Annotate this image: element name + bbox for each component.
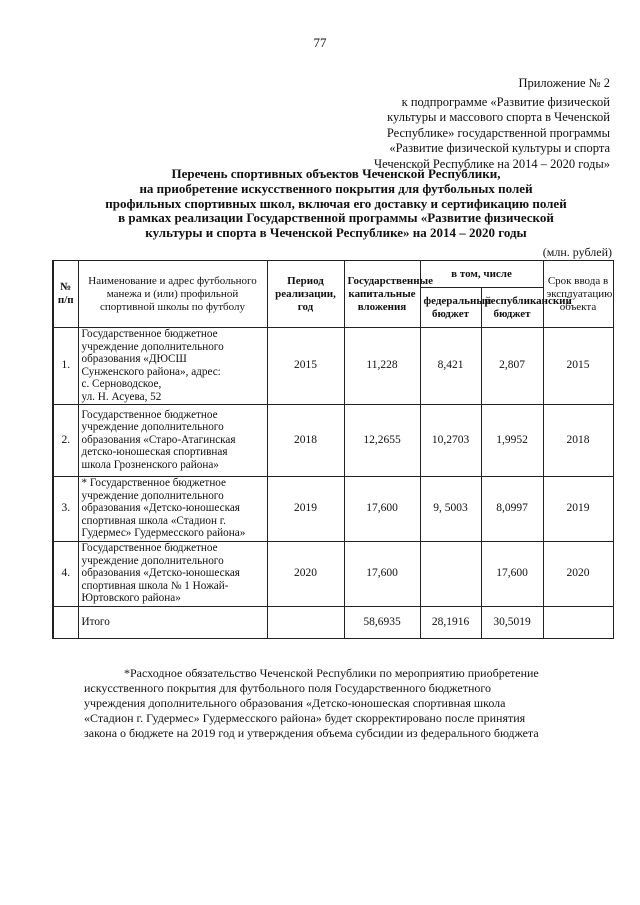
cell-num-empty bbox=[53, 606, 78, 638]
total-row bbox=[53, 606, 613, 638]
footnote-line: искусственного покрытия для футбольного поля Государственного бюджетного bbox=[84, 681, 492, 695]
name-line: учреждение дополнительного bbox=[81, 340, 224, 353]
cell-commission: 2019 bbox=[543, 476, 613, 541]
cell-federal: 9, 5003 bbox=[420, 476, 481, 541]
cell-capital: 17,600 bbox=[344, 541, 420, 606]
title-line: профильных спортивных школ, включая его доставку и сертификацию полей bbox=[105, 195, 567, 211]
cell-republic: 17,600 bbox=[481, 541, 543, 606]
name-line: учреждение дополнительного bbox=[81, 554, 224, 567]
cell-capital: 12,2655 bbox=[344, 404, 420, 476]
name-line: учреждение дополнительного bbox=[81, 489, 224, 502]
name-line: * Государственное бюджетное bbox=[81, 477, 227, 490]
cell-num: 3. bbox=[53, 476, 78, 541]
cell-name bbox=[78, 541, 267, 606]
cell-federal: 10,2703 bbox=[420, 404, 481, 476]
name-line: Государственное бюджетное bbox=[81, 408, 218, 421]
appendix-line: Чеченской Республике на 2014 – 2020 годы» bbox=[373, 156, 610, 171]
title-line: на приобретение искусственного покрытия для футбольных полей bbox=[139, 180, 533, 196]
name-line: образования «Детско-юношеская bbox=[81, 567, 240, 580]
document-title bbox=[60, 167, 612, 241]
name-line: детско-юношеская спортивная bbox=[81, 446, 228, 459]
name-line: Государственное бюджетное bbox=[81, 328, 218, 340]
footnote bbox=[84, 666, 612, 741]
cell-num: 4. bbox=[53, 541, 78, 606]
title-line: Перечень спортивных объектов Чеченской Республики, bbox=[171, 166, 501, 181]
cell-federal bbox=[420, 541, 481, 606]
cell-period: 2020 bbox=[267, 541, 344, 606]
page-number: 77 bbox=[313, 35, 327, 50]
footnote-line: закона о бюджете на 2019 год и утверждения объема субсидии из федерального бюджета bbox=[84, 726, 539, 740]
appendix-line: Республике» государственной программы bbox=[386, 125, 610, 140]
header-name: Наименование и адрес футбольного манежа и (или) профильной спортивной школы по футболу bbox=[78, 261, 267, 328]
appendix-block bbox=[310, 76, 610, 172]
units-label: (млн. рублей) bbox=[542, 245, 612, 259]
cell-republic: 2,807 bbox=[481, 328, 543, 405]
header-republic: республиканский бюджет bbox=[481, 288, 543, 328]
table-row bbox=[53, 541, 613, 606]
name-line: спортивная школа № 1 Ножай- bbox=[81, 579, 229, 592]
header-period: Период реализации, год bbox=[267, 261, 344, 328]
cell-name bbox=[78, 404, 267, 476]
name-line: Гудермес» Гудермесского района» bbox=[81, 527, 246, 540]
header-federal: федеральный бюджет bbox=[420, 288, 481, 328]
appendix-title: Приложение № 2 bbox=[518, 76, 610, 90]
sports-facilities-table bbox=[52, 260, 614, 639]
table-row bbox=[53, 328, 613, 405]
cell-commission: 2018 bbox=[543, 404, 613, 476]
name-line: учреждение дополнительного bbox=[81, 421, 224, 434]
footnote-line: учреждения дополнительного образования «Детско-юношеская спортивная школа bbox=[84, 696, 506, 710]
cell-num: 1. bbox=[53, 328, 78, 405]
cell-period: 2019 bbox=[267, 476, 344, 541]
name-line: образования «ДЮСШ bbox=[81, 353, 187, 366]
name-line: Юртовского района» bbox=[81, 592, 181, 605]
header-num: № п/п bbox=[53, 261, 78, 328]
header-row bbox=[53, 261, 613, 288]
header-commission: Срок ввода в эксплуатацию объекта bbox=[543, 261, 613, 328]
cell-num: 2. bbox=[53, 404, 78, 476]
header-including: в том, числе bbox=[420, 261, 543, 288]
cell-commission: 2020 bbox=[543, 541, 613, 606]
footnote-line: *Расходное обязательство Чеченской Республики по мероприятию приобретение bbox=[124, 666, 539, 680]
name-line: образования «Старо-Атагинская bbox=[81, 433, 236, 446]
name-line: с. Серноводское, bbox=[81, 378, 162, 391]
name-line: спортивная школа «Стадион г. bbox=[81, 514, 226, 527]
total-label: Итого bbox=[78, 606, 267, 638]
table-row bbox=[53, 476, 613, 541]
cell-period: 2018 bbox=[267, 404, 344, 476]
appendix-line: «Развитие физической культуры и спорта bbox=[389, 141, 610, 155]
cell-federal: 8,421 bbox=[420, 328, 481, 405]
total-capital: 58,6935 bbox=[344, 606, 420, 638]
name-line: Государственное бюджетное bbox=[81, 542, 218, 555]
cell-capital: 17,600 bbox=[344, 476, 420, 541]
title-line: культуры и спорта в Чеченской Республике» на 2014 – 2020 годы bbox=[145, 225, 527, 241]
title-line: в рамках реализации Государственной программы «Развитие физической bbox=[118, 210, 554, 226]
header-capital: Государственные капитальные вложения bbox=[344, 261, 420, 328]
cell-name bbox=[78, 476, 267, 541]
name-line: школа Грозненского района» bbox=[81, 458, 219, 471]
appendix-line: к подпрограмме «Развитие физической bbox=[401, 94, 610, 109]
cell-commission: 2015 bbox=[543, 328, 613, 405]
cell-name bbox=[78, 328, 267, 405]
cell-period-empty bbox=[267, 606, 344, 638]
footnote-line: «Стадион г. Гудермес» Гудермесского района» будет скорректировано после принятия bbox=[84, 711, 526, 725]
total-republic: 30,5019 bbox=[481, 606, 543, 638]
table-row bbox=[53, 404, 613, 476]
name-line: Сунженского района», адрес: bbox=[81, 365, 221, 378]
cell-capital: 11,228 bbox=[344, 328, 420, 405]
cell-period: 2015 bbox=[267, 328, 344, 405]
cell-republic: 1,9952 bbox=[481, 404, 543, 476]
name-line: ул. Н. Асуева, 52 bbox=[81, 390, 162, 403]
name-line: образования «Детско-юношеская bbox=[81, 502, 240, 515]
total-federal: 28,1916 bbox=[420, 606, 481, 638]
cell-commission-empty bbox=[543, 606, 613, 638]
cell-republic: 8,0997 bbox=[481, 476, 543, 541]
appendix-line: культуры и массового спорта в Чеченской bbox=[387, 110, 610, 124]
